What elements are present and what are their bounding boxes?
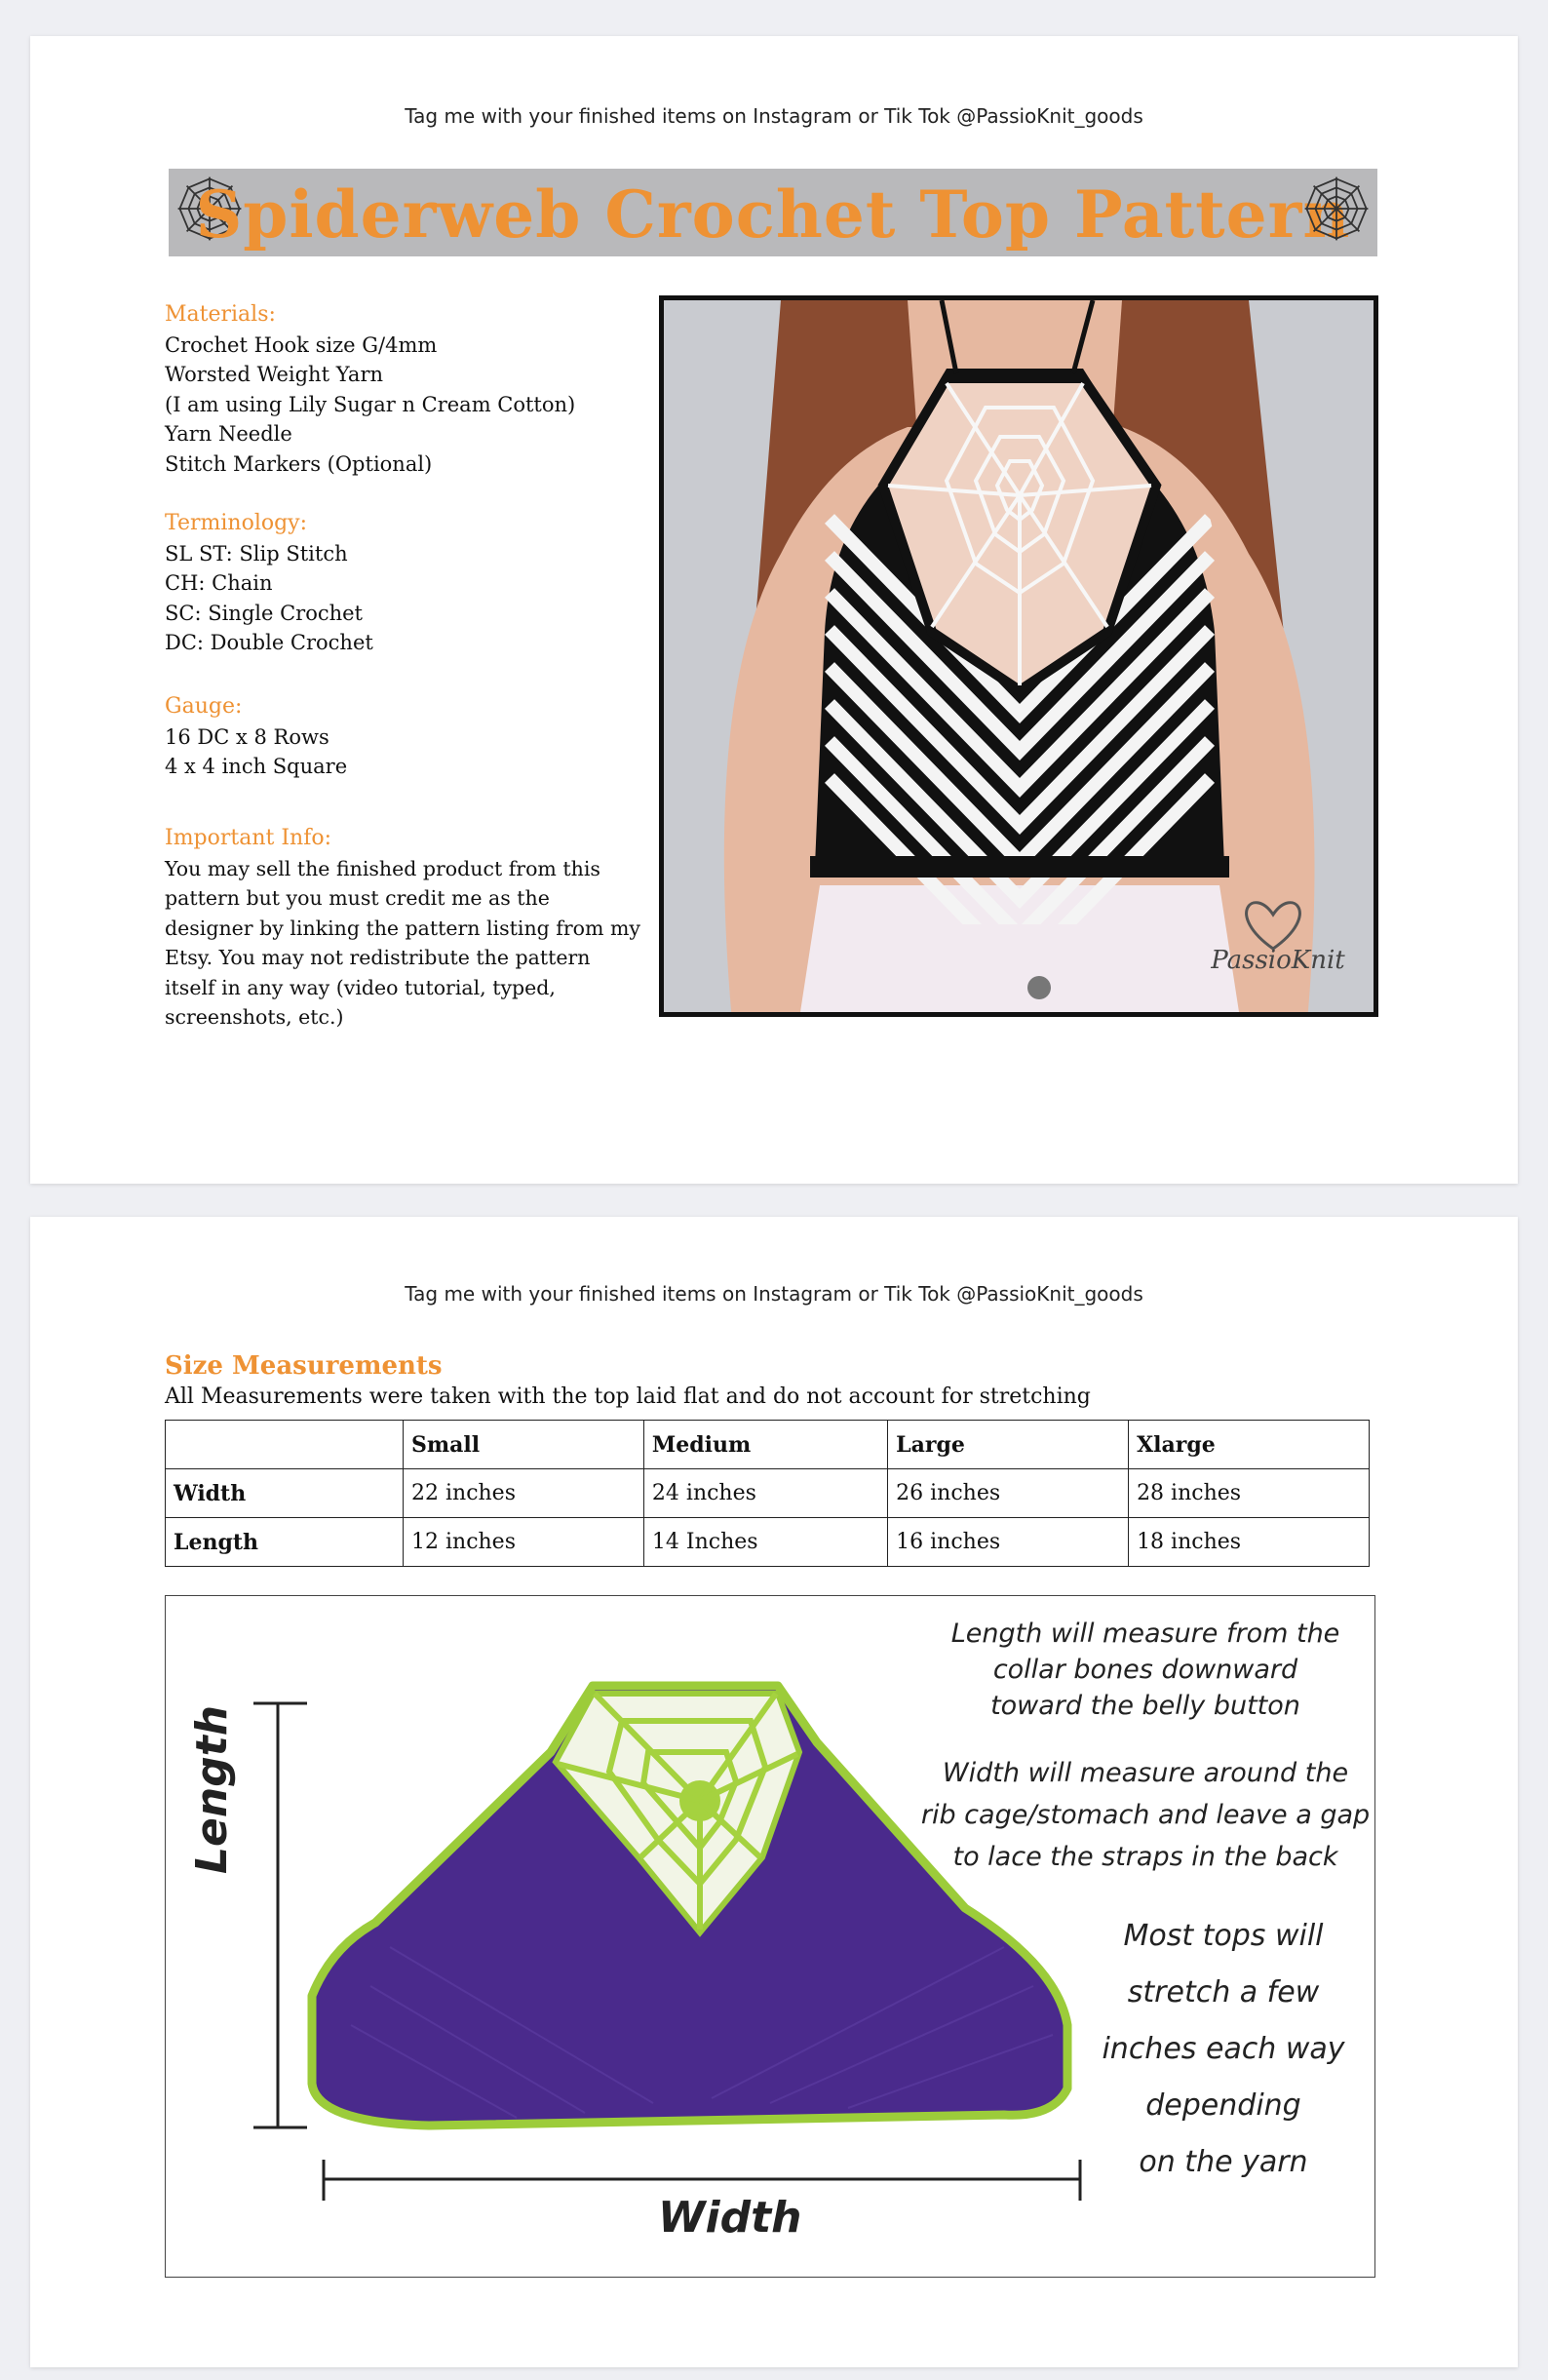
title-banner — [169, 169, 1377, 256]
table-cell: 24 inches — [643, 1469, 887, 1518]
table-header: Large — [888, 1421, 1129, 1469]
length-dimension-line — [253, 1703, 307, 2127]
length-note — [916, 1616, 1374, 1724]
materials-section — [165, 300, 672, 479]
gauge-section — [165, 692, 672, 782]
row-label: Width — [166, 1469, 404, 1518]
table-header-row — [166, 1421, 1370, 1469]
material-item: Yarn Needle — [165, 422, 292, 446]
important-heading: Important Info: — [165, 826, 332, 850]
size-measurements-heading: Size Measurements — [165, 1351, 443, 1381]
table-cell: 12 inches — [404, 1518, 644, 1567]
measurement-diagram — [165, 1595, 1375, 2278]
spiderweb-icon — [1301, 174, 1372, 244]
table-cell — [166, 1421, 404, 1469]
important-info-section — [165, 824, 642, 1033]
table-cell: 16 inches — [888, 1518, 1129, 1567]
note-line: to lace the straps in the back — [952, 1842, 1338, 1872]
length-label — [187, 1705, 237, 1874]
important-text: You may sell the finished product from this pattern but you must credit me as the designer by linking the pattern listing from my Etsy. You may not redistribute the pattern itself in any way (video tutorial, typed, screenshots, etc.) — [165, 856, 640, 1029]
photo-signature: PassioKnit — [1211, 946, 1345, 975]
note-line: depending — [1145, 2088, 1301, 2123]
note-line: on the yarn — [1139, 2145, 1308, 2179]
note-line: Width will measure around the — [942, 1758, 1349, 1788]
term-item: SL ST: Slip Stitch — [165, 541, 348, 566]
term-item: DC: Double Crochet — [165, 631, 373, 654]
gauge-heading: Gauge: — [165, 694, 243, 719]
row-label: Length — [166, 1518, 404, 1567]
pattern-page-1 — [30, 36, 1518, 1184]
note-line: Most tops will — [1123, 1919, 1324, 1953]
table-header: Medium — [643, 1421, 887, 1469]
tagline: Tag me with your finished items on Instagram or Tik Tok @PassioKnit_goods — [405, 104, 1143, 128]
note-line: toward the belly button — [990, 1691, 1300, 1721]
product-photo — [659, 295, 1378, 1017]
table-cell: 22 inches — [404, 1469, 644, 1518]
table-header: Xlarge — [1129, 1421, 1370, 1469]
terminology-section — [165, 509, 672, 658]
material-item: Worsted Weight Yarn — [165, 363, 384, 386]
table-cell: 26 inches — [888, 1469, 1129, 1518]
material-item: Stitch Markers (Optional) — [165, 451, 433, 476]
gauge-item: 4 x 4 inch Square — [165, 755, 348, 778]
width-label: Width — [658, 2193, 802, 2243]
table-row — [166, 1518, 1370, 1567]
table-row — [166, 1469, 1370, 1518]
note-line: inches each way — [1102, 2032, 1345, 2066]
crochet-top-illustration — [664, 300, 1374, 1012]
note-line: stretch a few — [1127, 1975, 1320, 2009]
table-cell: 14 Inches — [643, 1518, 887, 1567]
length-label-text: Length — [187, 1704, 237, 1874]
size-table — [165, 1420, 1370, 1567]
note-line: collar bones downward — [992, 1655, 1298, 1685]
gauge-item: 16 DC x 8 Rows — [165, 724, 329, 749]
terminology-heading: Terminology: — [165, 511, 308, 535]
note-line: Length will measure from the — [950, 1619, 1340, 1649]
material-item: (I am using Lily Sugar n Cream Cotton) — [165, 392, 576, 416]
size-measurements-note: All Measurements were taken with the top laid flat and do not account for stretching — [165, 1385, 1091, 1409]
term-item: CH: Chain — [165, 571, 273, 595]
note-line: rib cage/stomach and leave a gap — [920, 1800, 1371, 1830]
page-title: Spiderweb Crochet Top Pattern — [195, 176, 1351, 253]
table-cell: 18 inches — [1129, 1518, 1370, 1567]
material-item: Crochet Hook size G/4mm — [165, 332, 438, 357]
width-note — [916, 1752, 1374, 1878]
materials-heading: Materials: — [165, 302, 276, 327]
term-item: SC: Single Crochet — [165, 601, 363, 625]
table-cell: 28 inches — [1129, 1469, 1370, 1518]
pattern-page-2 — [30, 1217, 1518, 2367]
table-header: Small — [404, 1421, 644, 1469]
tagline: Tag me with your finished items on Instagram or Tik Tok @PassioKnit_goods — [405, 1282, 1143, 1306]
stretch-note — [1097, 1908, 1350, 2191]
